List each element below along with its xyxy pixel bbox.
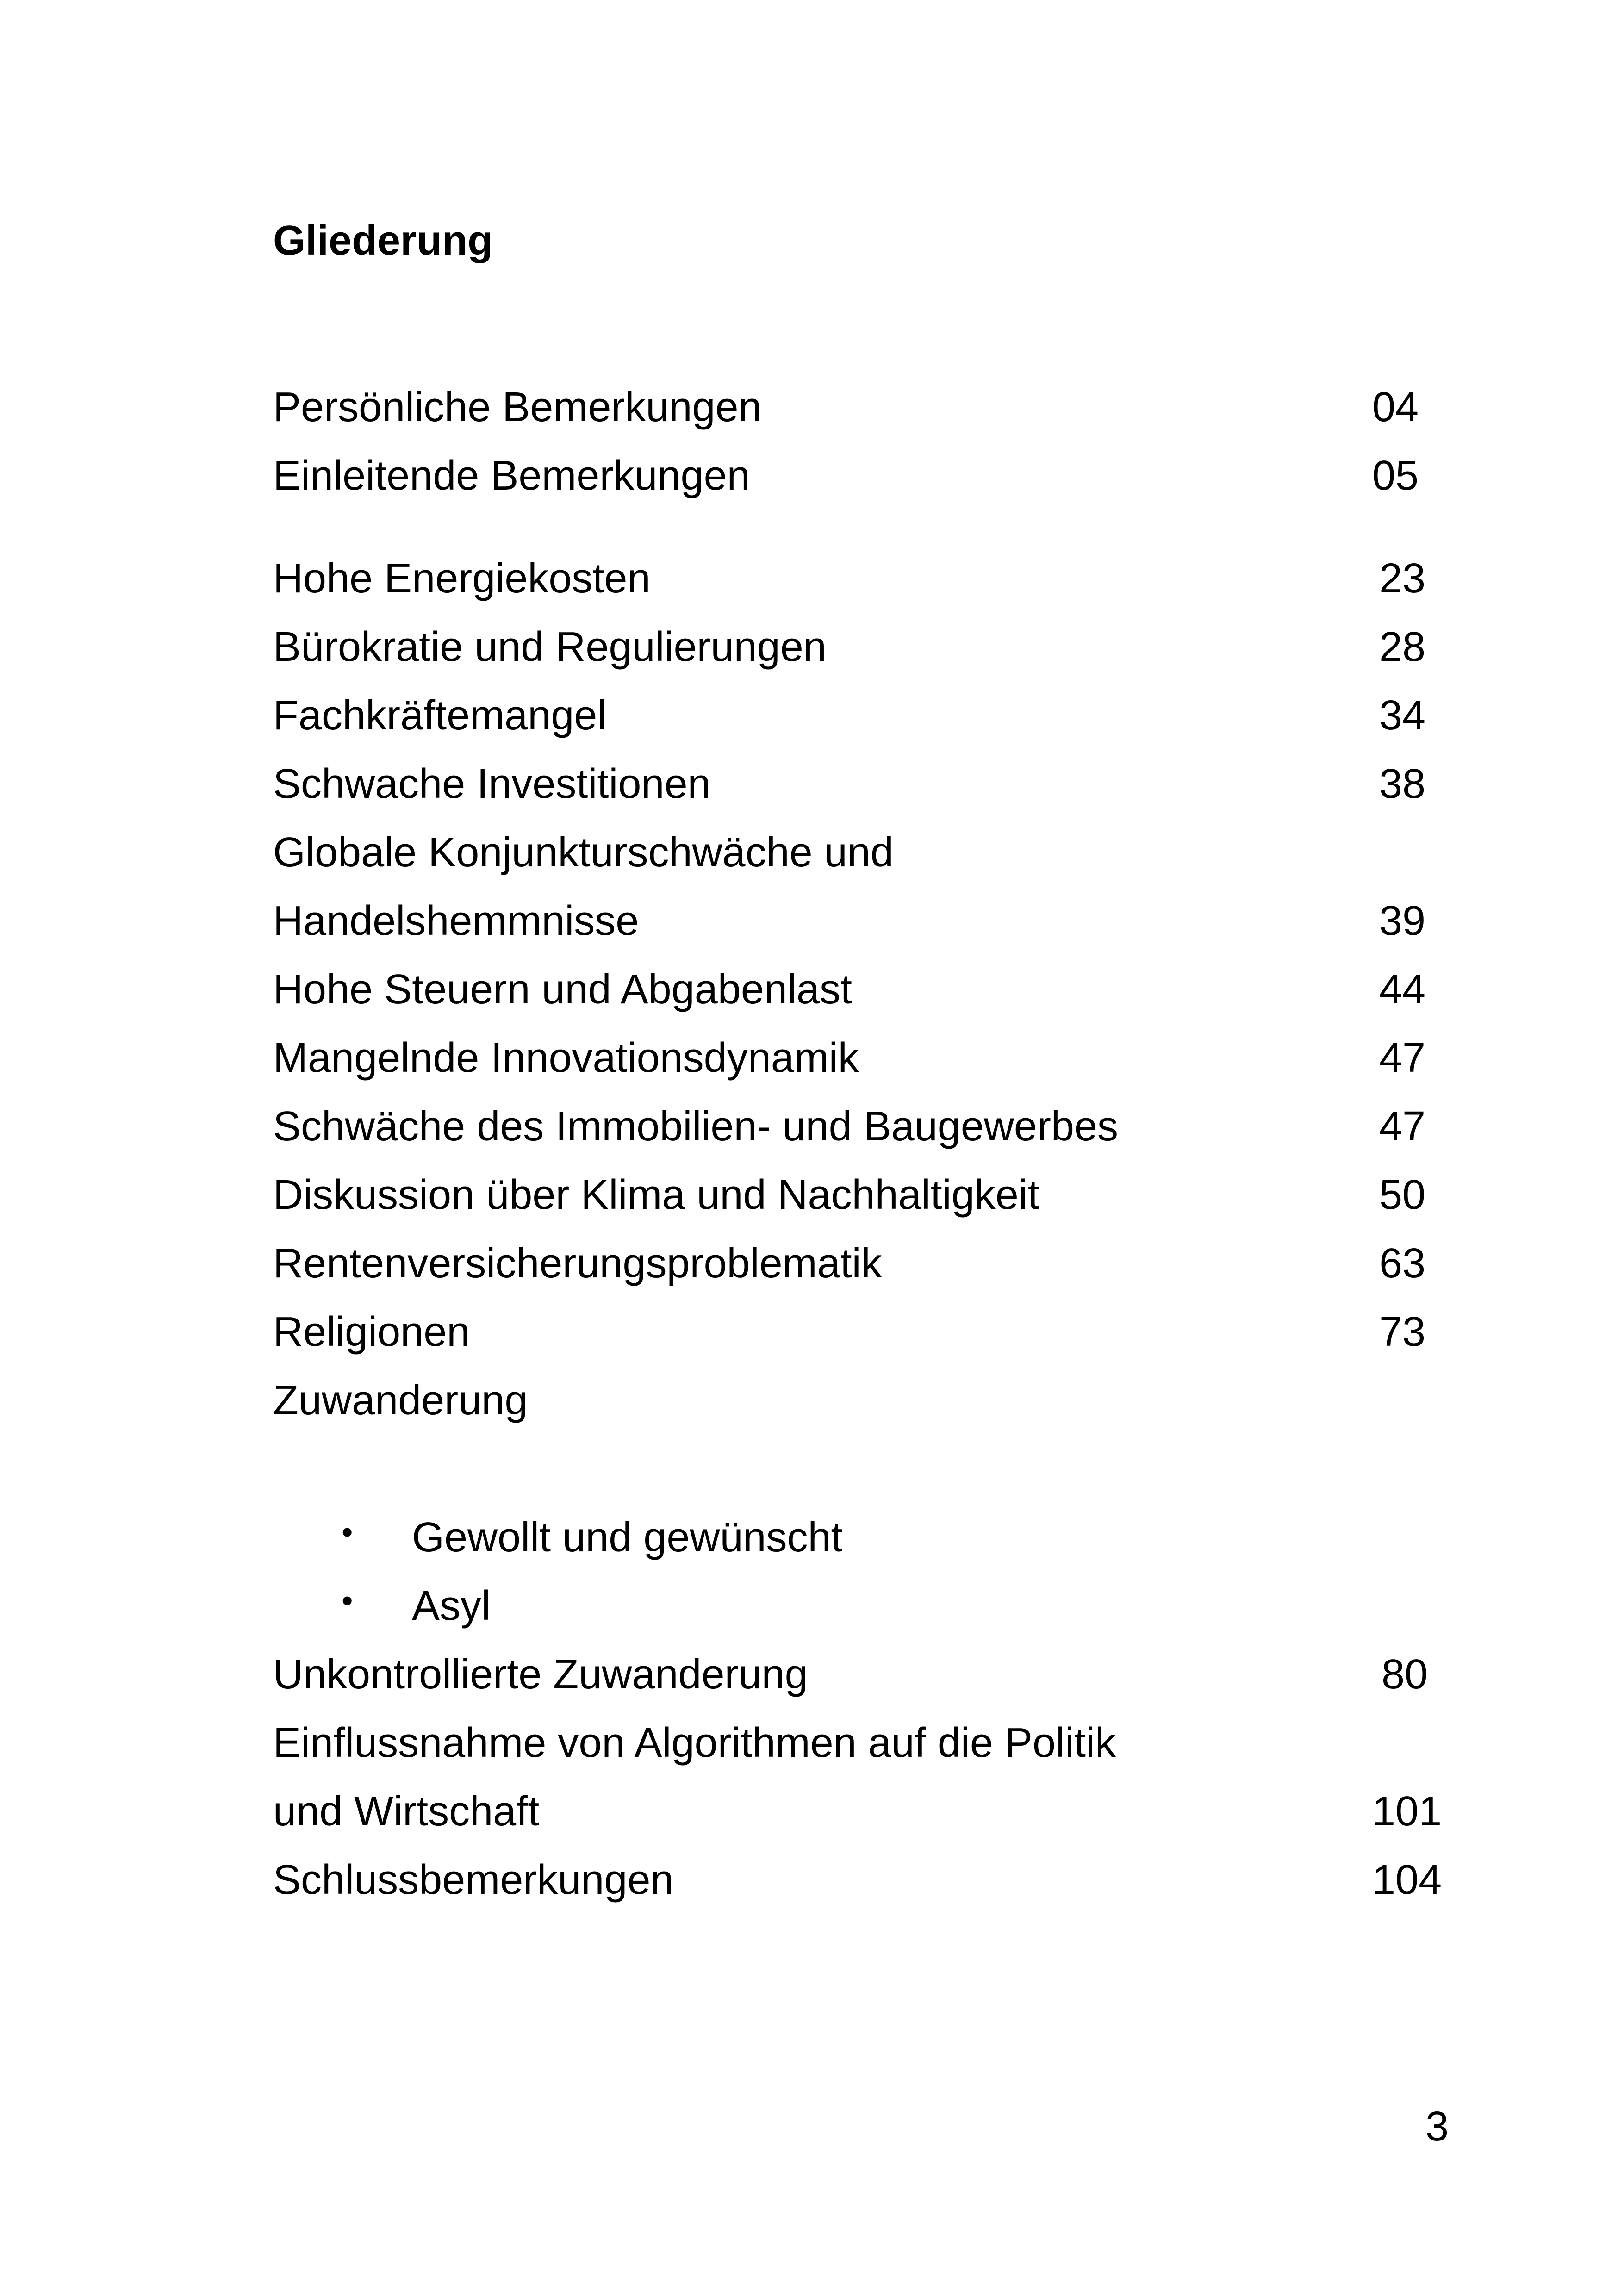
toc-entry-page: 47 [1379, 1103, 1426, 1150]
toc-subentry [0, 1507, 1618, 1568]
page-number: 3 [1425, 2103, 1449, 2150]
toc-entry [0, 1233, 1618, 1294]
toc-entry-page: 34 [1379, 692, 1426, 739]
toc-entry-title: Mangelnde Innovationsdynamik [273, 1035, 859, 1081]
toc-entry-title: Schwäche des Immobilien- und Baugewerbes [273, 1103, 1119, 1150]
toc-entry-page: 47 [1379, 1035, 1426, 1081]
toc-entry-title: Diskussion über Klima und Nachhaltigkeit [273, 1172, 1039, 1218]
toc-entry-title: Schwache Investitionen [273, 761, 711, 807]
toc-entry [0, 1165, 1618, 1225]
toc-entry-page: 101 [1372, 1788, 1442, 1835]
toc-entry [0, 685, 1618, 746]
toc-entry [0, 377, 1618, 437]
toc-entry [0, 446, 1618, 506]
toc-entry [0, 1096, 1618, 1157]
toc-entry-title: Einflussnahme von Algorithmen auf die Politik [273, 1720, 1116, 1766]
toc-heading: Gliederung [273, 218, 493, 264]
toc-entry [0, 959, 1618, 1020]
toc-entry [0, 1028, 1618, 1088]
toc-entry-title: Einleitende Bemerkungen [273, 453, 750, 499]
toc-entry-title: Asyl [412, 1583, 491, 1629]
toc-entry-page: 104 [1372, 1857, 1442, 1903]
toc-entry-title: Zuwanderung [273, 1377, 528, 1424]
toc-entry-page: 73 [1379, 1309, 1426, 1355]
toc-entry-title: Unkontrollierte Zuwanderung [273, 1651, 808, 1698]
toc-entry-title: Religionen [273, 1309, 470, 1355]
toc-entry-title: Persönliche Bemerkungen [273, 384, 762, 430]
toc-entry-page: 04 [1372, 384, 1419, 430]
toc-entry-title: Bürokratie und Regulierungen [273, 624, 827, 670]
toc-subentry [0, 1576, 1618, 1636]
toc-entry-page: 23 [1379, 555, 1426, 602]
toc-entry [0, 1302, 1618, 1362]
toc-entry-title: Gewollt und gewünscht [412, 1514, 843, 1561]
toc-entry-page: 50 [1379, 1172, 1426, 1218]
toc-entry [0, 1850, 1618, 1910]
toc-entry-page: 80 [1382, 1651, 1428, 1698]
toc-entry-title: Globale Konjunkturschwäche und [273, 829, 894, 876]
toc-entry [0, 1713, 1618, 1773]
toc-entry-page: 28 [1379, 624, 1426, 670]
toc-entry-title: Hohe Energiekosten [273, 555, 651, 602]
toc-entry-page: 38 [1379, 761, 1426, 807]
toc-entry-title: Rentenversicherungsproblematik [273, 1240, 882, 1287]
bullet-icon: • [342, 1582, 353, 1618]
toc-entry [0, 822, 1618, 883]
toc-entry-title: und Wirtschaft [273, 1788, 540, 1835]
toc-entry [0, 548, 1618, 609]
toc-entry [0, 617, 1618, 677]
toc-entry-page: 63 [1379, 1240, 1426, 1287]
toc-entry [0, 891, 1618, 951]
toc-entry [0, 754, 1618, 814]
toc-entry-page: 39 [1379, 898, 1426, 944]
toc-entry [0, 1644, 1618, 1705]
toc-entry-page: 44 [1379, 966, 1426, 1013]
toc-entry-title: Handelshemmnisse [273, 898, 639, 944]
toc-entry [0, 1781, 1618, 1842]
bullet-icon: • [342, 1514, 353, 1550]
toc-entry-title: Fachkräftemangel [273, 692, 607, 739]
toc-entry-page: 05 [1372, 453, 1419, 499]
toc-entry-title: Hohe Steuern und Abgabenlast [273, 966, 852, 1013]
toc-entry-title: Schlussbemerkungen [273, 1857, 674, 1903]
toc-entry [0, 1370, 1618, 1431]
